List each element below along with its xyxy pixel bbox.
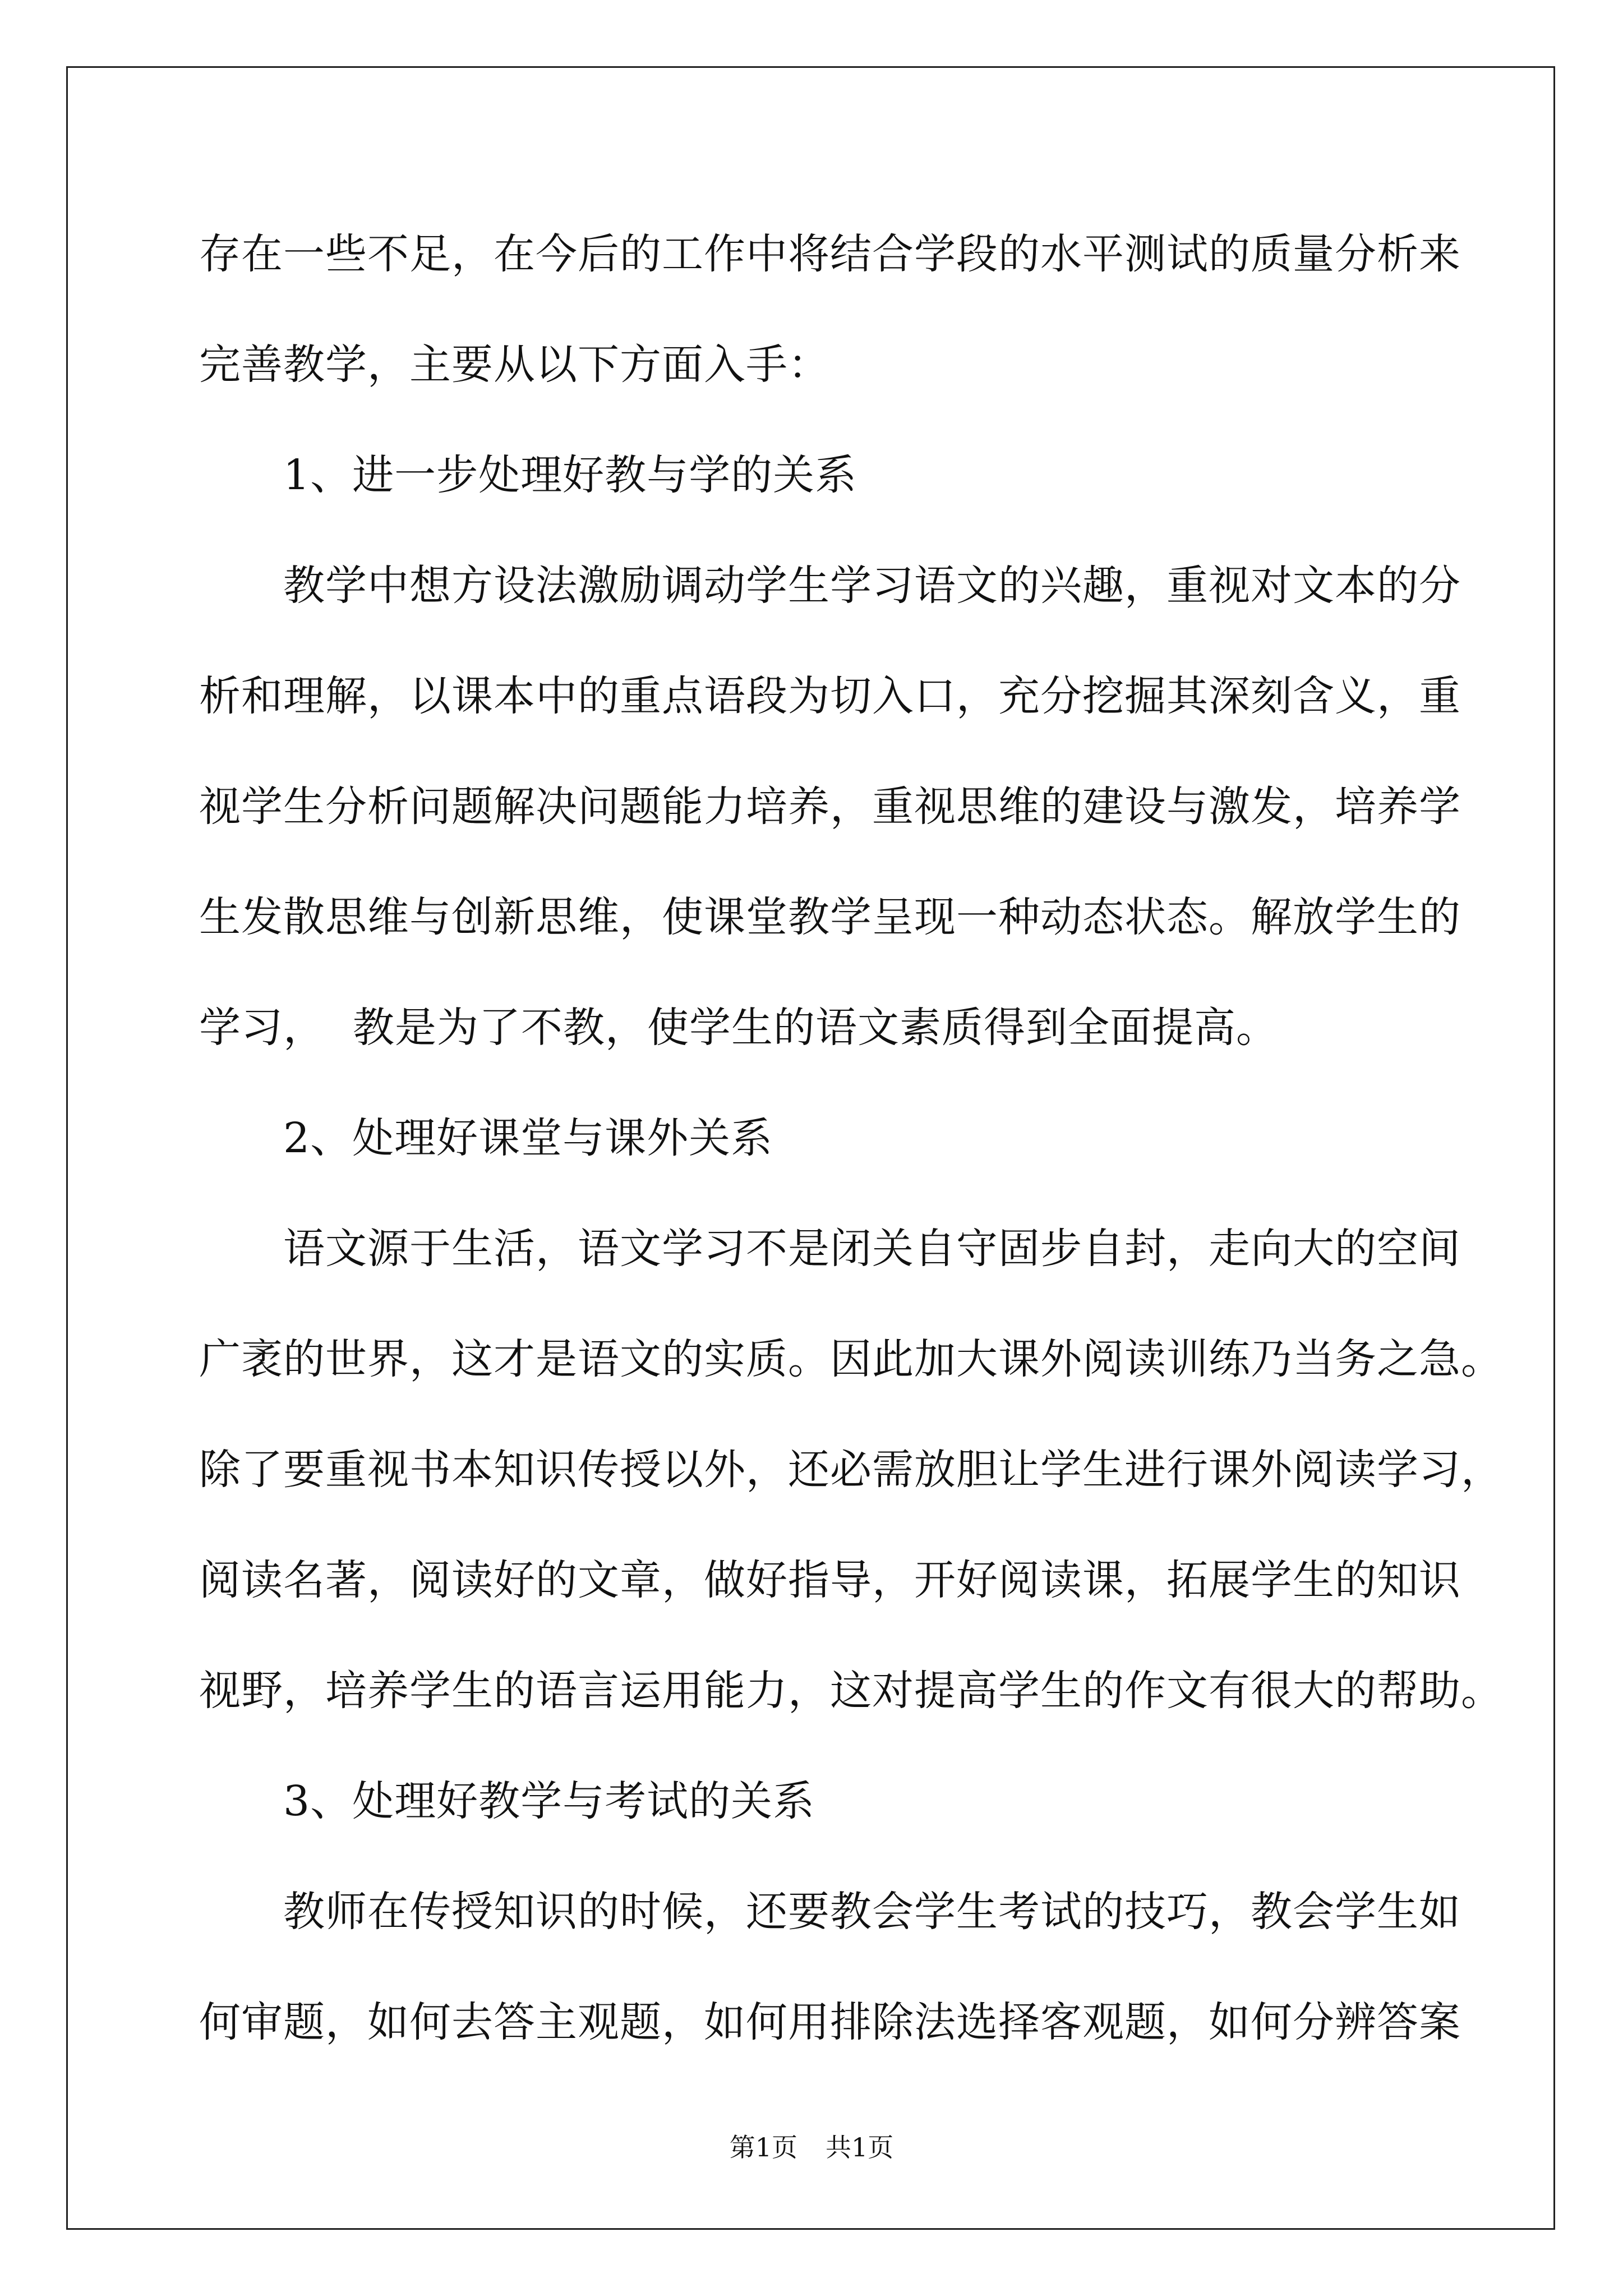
page-footer [0, 2127, 1623, 2164]
section-heading-1: 1、进一步处理好教与学的关系 [283, 451, 857, 499]
text-line-16: 教师在传授知识的时候，还要教会学生考试的技巧，教会学生如 [283, 1888, 1461, 1936]
section-heading-3: 3、处理好教学与考试的关系 [283, 1777, 815, 1825]
text-line-13: 阅读名著，阅读好的文章，做好指导，开好阅读课，拓展学生的知识 [199, 1556, 1461, 1604]
page-number-total: 共1页 [826, 2132, 894, 2162]
text-line-5: 析和理解，以课本中的重点语段为切入口，充分挖掘其深刻含义，重 [199, 672, 1461, 720]
text-line-17: 何审题，如何去答主观题，如何用排除法选择客观题，如何分辨答案 [199, 1998, 1461, 2046]
text-line-7: 生发散思维与创新思维，使课堂教学呈现一种动态状态。解放学生的 [199, 893, 1461, 941]
text-line-6: 视学生分析问题解决问题能力培养，重视思维的建设与激发，培养学 [199, 783, 1461, 831]
text-line-12: 除了要重视书本知识传授以外，还必需放胆让学生进行课外阅读学习， [199, 1446, 1503, 1494]
page-number-current: 第1页 [729, 2132, 797, 2162]
section-heading-2: 2、处理好课堂与课外关系 [283, 1114, 773, 1162]
document-body [199, 215, 1503, 2093]
text-line-2: 完善教学，主要从以下方面入手： [199, 341, 830, 389]
text-line-8: 学习， 教是为了不教，使学生的语文素质得到全面提高。 [199, 1004, 1279, 1052]
text-line-4: 教学中想方设法激励调动学生学习语文的兴趣，重视对文本的分 [283, 562, 1461, 610]
text-line-11: 广袤的世界，这才是语文的实质。因此加大课外阅读训练乃当务之急。 [199, 1335, 1503, 1383]
text-line-1: 存在一些不足，在今后的工作中将结合学段的水平测试的质量分析来 [199, 230, 1461, 278]
text-line-14: 视野，培养学生的语言运用能力，这对提高学生的作文有很大的帮助。 [199, 1667, 1503, 1715]
text-line-10: 语文源于生活，语文学习不是闭关自守固步自封，走向大的空间 [283, 1225, 1461, 1273]
